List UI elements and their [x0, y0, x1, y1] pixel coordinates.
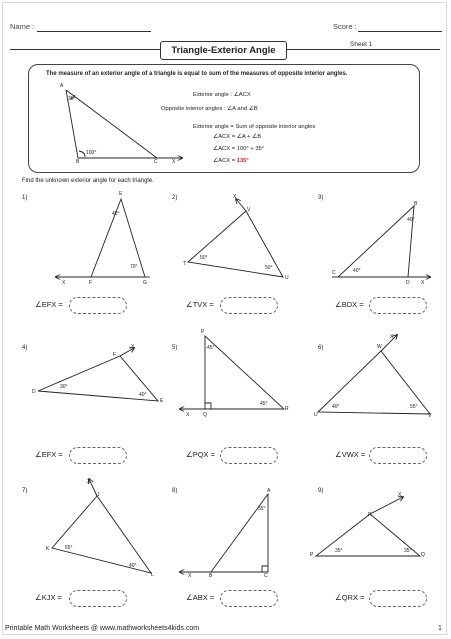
problem-1-number: 1): [22, 195, 28, 201]
p9-angle-2: 35°: [404, 548, 412, 554]
p7-vertex-top: J: [97, 492, 100, 498]
formula-answer: 135°: [236, 158, 249, 164]
p7-angle-2: 40°: [129, 563, 137, 569]
p1-angle-2: 70°: [130, 264, 138, 270]
p6-vertex-right: V: [428, 413, 432, 419]
triangle-6: [318, 335, 430, 414]
problem-4-number: 4): [22, 345, 28, 351]
p8-vertex-left: B: [209, 573, 213, 579]
exterior-angle-line: Exterior angle : ∠ACX: [193, 92, 251, 98]
p8-angle-1: 35°: [258, 506, 266, 512]
p5-angle-2: 45°: [260, 401, 268, 407]
p9-vertex-ext: X: [398, 492, 402, 498]
p5-vertex-right: R: [285, 406, 289, 412]
p4-angle-2: 40°: [139, 392, 147, 398]
answer-6-box[interactable]: [369, 447, 427, 464]
formula-step-3-prefix: ∠ACX =: [213, 158, 237, 164]
p6-vertex-left: U: [314, 412, 318, 418]
triangle-5: [180, 336, 284, 409]
example-label-C: C: [154, 159, 158, 165]
p2-vertex-left: T: [183, 261, 187, 267]
p3-angle-2: 40°: [353, 268, 361, 274]
answer-7-box[interactable]: [69, 590, 127, 607]
p4-angle-1: 30°: [60, 384, 68, 390]
p3-angle-1: 40°: [407, 217, 415, 223]
answer-3-label: ∠BDX =: [335, 300, 364, 309]
formula-step-2: ∠ACX = 100° + 35°: [213, 146, 265, 152]
answer-8-label: ∠ABX =: [186, 593, 215, 602]
answer-5-label: ∠PQX =: [186, 450, 216, 459]
footer-website: Printable Math Worksheets @ www.mathworksheets4kids.com: [5, 625, 200, 632]
score-label: Score :: [333, 22, 357, 31]
p8-vertex-ext: X: [188, 573, 192, 579]
answer-1-box[interactable]: [69, 297, 127, 314]
problem-3-number: 3): [318, 195, 324, 201]
p7-angle-1: 65°: [65, 545, 73, 551]
instructions: Find the unknown exterior angle for each triangle.: [22, 178, 154, 184]
p1-vertex-top: E: [119, 191, 123, 197]
p1-vertex-left: F: [89, 280, 93, 286]
p5-vertex-left: Q: [203, 412, 207, 418]
p8-vertex-top: A: [267, 488, 271, 494]
answer-4-box[interactable]: [69, 447, 127, 464]
p4-vertex-top: F: [113, 352, 117, 358]
answer-4-label: ∠EFX =: [35, 450, 63, 459]
p3-vertex-left: C: [332, 270, 336, 276]
p6-vertex-ext: X: [390, 334, 394, 340]
example-angle-A: 35°: [68, 96, 76, 102]
p2-angle-2: 50°: [265, 265, 273, 271]
answer-3-box[interactable]: [369, 297, 427, 314]
p7-vertex-left: K: [46, 546, 50, 552]
problem-9-number: 9): [318, 488, 324, 494]
formula-line: Exterior angle = Sum of opposite interior angles: [193, 124, 316, 130]
answer-9-box[interactable]: [369, 590, 427, 607]
answer-2-label: ∠TVX =: [186, 300, 214, 309]
p9-vertex-right: Q: [421, 552, 425, 558]
p5-vertex-top: P: [201, 329, 205, 335]
p1-angle-1: 40°: [112, 211, 120, 217]
p4-vertex-ext: X: [131, 344, 135, 350]
p4-vertex-left: D: [32, 389, 36, 395]
p6-vertex-top: W: [377, 344, 382, 350]
p6-angle-2: 55°: [410, 404, 418, 410]
page-number: 1: [438, 625, 442, 632]
p9-vertex-top: R: [368, 512, 372, 518]
problem-8-number: 8): [172, 488, 178, 494]
triangle-3: [332, 206, 430, 277]
example-label-A: A: [60, 83, 64, 89]
example-label-X: X: [172, 159, 176, 165]
p3-vertex-ext: X: [421, 280, 425, 286]
example-label-B: B: [76, 159, 80, 165]
name-label: Name :: [10, 22, 35, 31]
p9-vertex-left: P: [310, 552, 314, 558]
answer-2-box[interactable]: [220, 297, 278, 314]
problem-5-number: 5): [172, 345, 178, 351]
rule-statement: The measure of an exterior angle of a triangle is equal to sum of the measures of opposite interior angles.: [46, 71, 348, 77]
p2-vertex-right: U: [285, 275, 289, 281]
problem-7-number: 7): [22, 488, 28, 494]
answer-5-box[interactable]: [220, 447, 278, 464]
p2-vertex-ext: X: [233, 194, 237, 200]
p1-vertex-right: G: [143, 280, 147, 286]
triangle-8: [180, 494, 268, 572]
p2-vertex-top: V: [247, 207, 251, 213]
p8-vertex-right: C: [264, 573, 268, 579]
p7-vertex-right: L: [151, 572, 154, 578]
p7-vertex-ext: X: [87, 479, 91, 485]
p6-angle-1: 40°: [332, 404, 340, 410]
problem-6-number: 6): [318, 345, 324, 351]
answer-8-box[interactable]: [220, 590, 278, 607]
sheet-label: Sheet 1: [350, 41, 373, 48]
answer-1-label: ∠EFX =: [35, 300, 63, 309]
answer-7-label: ∠KJX =: [35, 593, 62, 602]
p5-vertex-ext: X: [186, 412, 190, 418]
page-title: Triangle-Exterior Angle: [171, 45, 276, 56]
p4-vertex-right: E: [160, 398, 164, 404]
p3-vertex-right: D: [406, 280, 410, 286]
example-angle-B: 100°: [86, 150, 97, 156]
formula-step-1: ∠ACX = ∠A + ∠B: [213, 134, 262, 140]
answer-9-label: ∠QRX =: [335, 593, 365, 602]
answer-6-label: ∠VWX =: [335, 450, 366, 459]
example-triangle: [66, 90, 182, 158]
triangle-7: [52, 479, 151, 573]
p2-angle-1: 50°: [200, 255, 208, 261]
p5-angle-1: 45°: [207, 345, 215, 351]
p3-vertex-top: B: [414, 201, 418, 207]
opposite-angles-line: Opposite interior angles : ∠A and ∠B: [161, 106, 258, 112]
p1-vertex-ext: X: [62, 280, 66, 286]
problem-2-number: 2): [172, 195, 178, 201]
p9-angle-1: 35°: [335, 548, 343, 554]
